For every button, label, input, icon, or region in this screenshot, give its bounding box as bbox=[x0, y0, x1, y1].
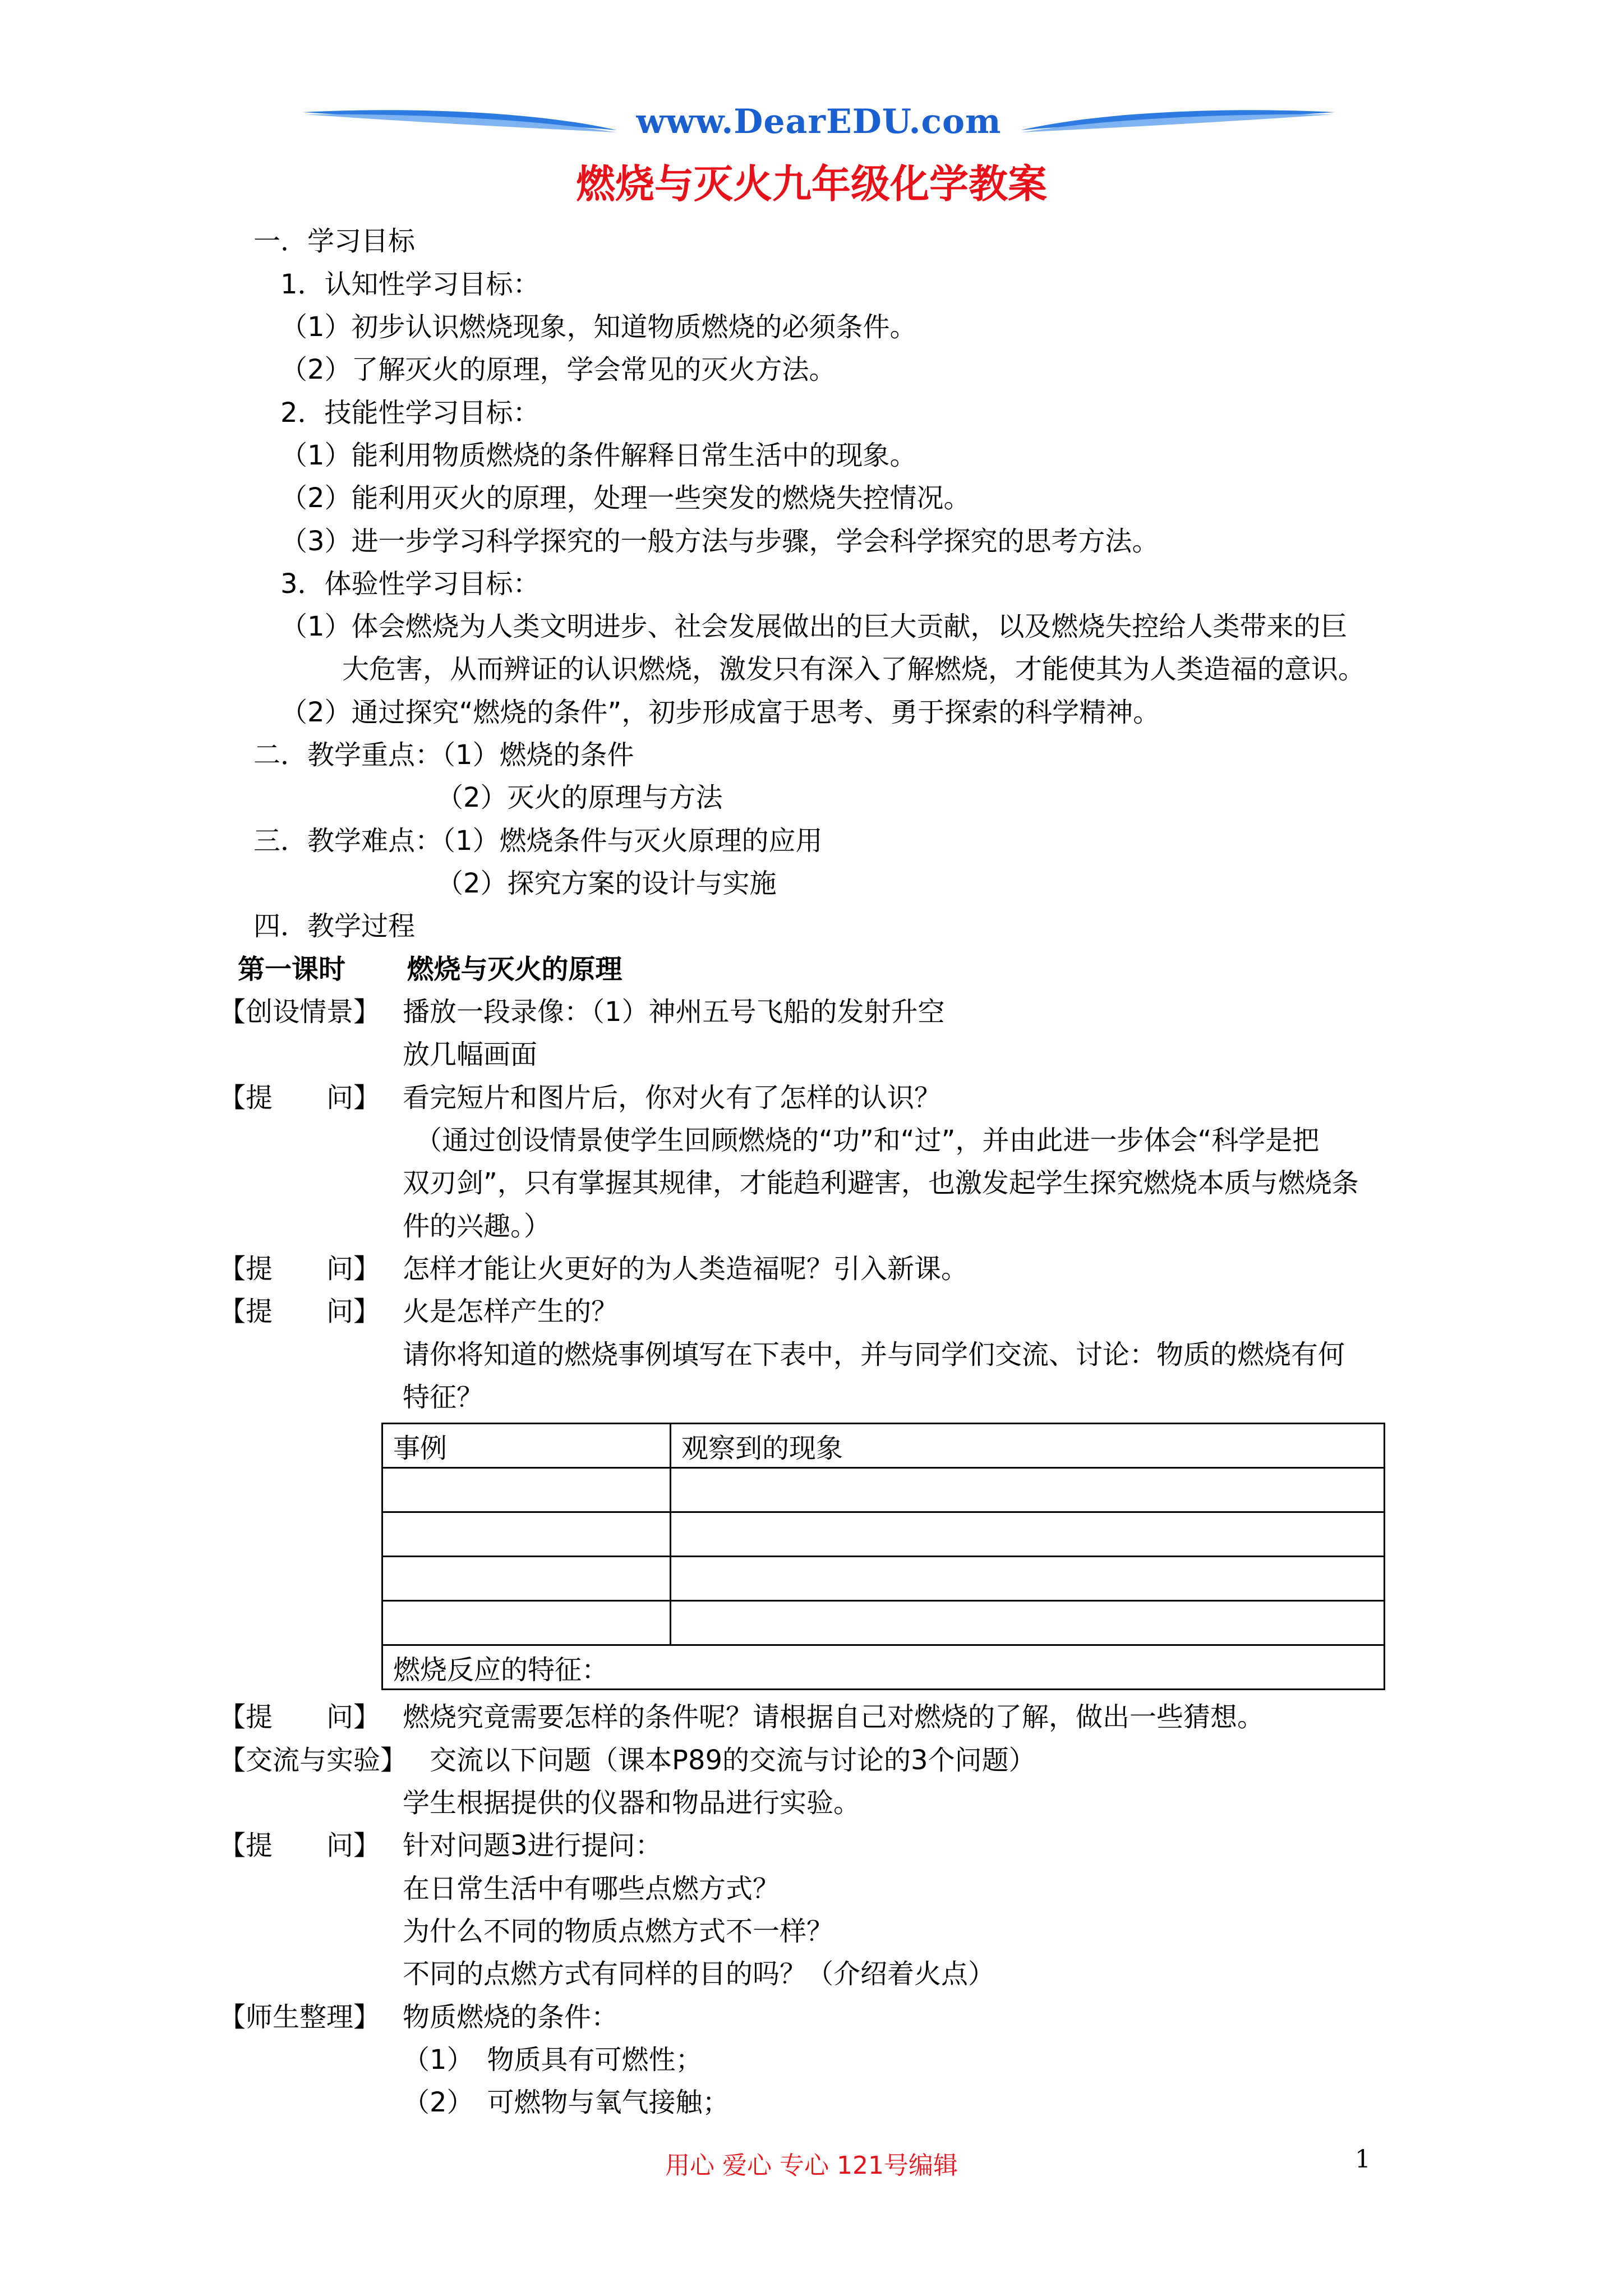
table-cell bbox=[382, 1512, 671, 1557]
table-cell bbox=[671, 1601, 1385, 1645]
lesson-heading bbox=[238, 953, 622, 986]
page-number: 1 bbox=[1355, 2145, 1371, 2174]
text-line: 不同的点燃方式有同样的目的吗？（介绍着火点） bbox=[403, 1958, 995, 1990]
table-row bbox=[382, 1468, 1385, 1512]
text-line: （2）能利用灭火的原理，处理一些突发的燃烧失控情况。 bbox=[280, 482, 971, 514]
process-label: 【提 问】 bbox=[219, 1253, 381, 1285]
section-heading: 二．教学重点：（1）燃烧的条件 bbox=[253, 739, 634, 771]
table-header-cell: 观察到的现象 bbox=[671, 1424, 1385, 1468]
table-header-cell: 事例 bbox=[382, 1424, 671, 1468]
process-label: 【提 问】 bbox=[219, 1701, 381, 1733]
text-line: 学生根据提供的仪器和物品进行实验。 bbox=[403, 1787, 861, 1819]
subheading: 1．认知性学习目标： bbox=[280, 269, 540, 300]
subheading: 2．技能性学习目标： bbox=[280, 397, 540, 429]
text-line: （1） 物质具有可燃性； bbox=[403, 2044, 703, 2076]
text-line: （2）探究方案的设计与实施 bbox=[436, 868, 777, 899]
table-header-row bbox=[382, 1424, 1385, 1468]
lesson-number: 第一课时 bbox=[238, 954, 346, 985]
text-line: 火是怎样产生的？ bbox=[403, 1296, 619, 1327]
text-line: 请你将知道的燃烧事例填写在下表中，并与同学们交流、讨论：物质的燃烧有何 bbox=[403, 1339, 1345, 1370]
text-line: 为什么不同的物质点燃方式不一样？ bbox=[403, 1916, 834, 1947]
lesson-subject: 燃烧与灭火的原理 bbox=[407, 954, 623, 985]
process-label: 【提 问】 bbox=[219, 1082, 381, 1114]
site-header bbox=[303, 90, 1335, 151]
text-line: （通过创设情景使学生回顾燃烧的“功”和“过”，并由此进一步体会“科学是把 bbox=[415, 1125, 1320, 1156]
text-line: 双刃剑”，只有掌握其规律，才能趋利避害，也激发起学生探究燃烧本质与燃烧条 bbox=[403, 1167, 1359, 1199]
text-line: （2）通过探究“燃烧的条件”，初步形成富于思考、勇于探索的科学精神。 bbox=[280, 697, 1160, 728]
text-line: （2）灭火的原理与方法 bbox=[436, 782, 723, 813]
table-row bbox=[382, 1512, 1385, 1557]
process-label: 【提 问】 bbox=[219, 1830, 381, 1861]
table-cell bbox=[382, 1557, 671, 1601]
subheading: 3．体验性学习目标： bbox=[280, 568, 540, 600]
section-heading: 一．学习目标 bbox=[253, 226, 416, 257]
text-line: （2） 可燃物与氧气接触； bbox=[403, 2087, 730, 2118]
page-title: 燃烧与灭火九年级化学教案 bbox=[576, 161, 1047, 207]
text-line: （1）体会燃烧为人类文明进步、社会发展做出的巨大贡献，以及燃烧失控给人类带来的巨 bbox=[280, 611, 1348, 642]
process-label: 【提 问】 bbox=[219, 1296, 381, 1327]
text-line: 怎样才能让火更好的为人类造福呢？引入新课。 bbox=[403, 1253, 969, 1285]
table-footer-row bbox=[382, 1645, 1385, 1690]
text-line: 看完短片和图片后，你对火有了怎样的认识？ bbox=[403, 1082, 942, 1114]
text-line: （1）初步认识燃烧现象，知道物质燃烧的必须条件。 bbox=[280, 311, 917, 343]
section-heading: 四．教学过程 bbox=[253, 910, 416, 942]
text-line: 物质燃烧的条件： bbox=[403, 2001, 619, 2033]
text-line: （1）能利用物质燃烧的条件解释日常生活中的现象。 bbox=[280, 440, 917, 471]
text-line: 交流以下问题（课本P89的交流与讨论的3个问题） bbox=[430, 1745, 1036, 1776]
table-cell bbox=[671, 1557, 1385, 1601]
text-line: 针对问题3进行提问： bbox=[403, 1830, 662, 1861]
text-line: 燃烧究竟需要怎样的条件呢？请根据自己对燃烧的了解，做出一些猜想。 bbox=[403, 1701, 1265, 1733]
text-line: 件的兴趣。） bbox=[403, 1211, 551, 1242]
text-line: 特征？ bbox=[403, 1382, 484, 1413]
text-line: 播放一段录像：（1）神州五号飞船的发射升空 bbox=[403, 996, 945, 1028]
text-line: 在日常生活中有哪些点燃方式？ bbox=[403, 1873, 780, 1904]
process-label: 【创设情景】 bbox=[219, 996, 381, 1028]
table-row bbox=[382, 1557, 1385, 1601]
table-footer-cell: 燃烧反应的特征： bbox=[382, 1645, 1385, 1690]
text-line: （2）了解灭火的原理，学会常见的灭火方法。 bbox=[280, 354, 836, 385]
table-cell bbox=[671, 1512, 1385, 1557]
table-row bbox=[382, 1601, 1385, 1645]
table-cell bbox=[382, 1601, 671, 1645]
text-line: 大危害，从而辨证的认识燃烧，激发只有深入了解燃烧，才能使其为人类造福的意识。 bbox=[342, 654, 1366, 685]
site-name: www.DearEDU.com bbox=[636, 102, 1002, 141]
text-line: （3）进一步学习科学探究的一般方法与步骤，学会科学探究的思考方法。 bbox=[280, 526, 1159, 557]
text-line: 放几幅画面 bbox=[403, 1039, 538, 1070]
process-label: 【交流与实验】 bbox=[219, 1745, 408, 1776]
section-heading: 三．教学难点：（1）燃烧条件与灭火原理的应用 bbox=[253, 825, 823, 857]
table-cell bbox=[671, 1468, 1385, 1512]
observation-table bbox=[381, 1423, 1385, 1690]
page-footer: 用心 爱心 专心 121号编辑 bbox=[665, 2151, 958, 2180]
process-label: 【师生整理】 bbox=[219, 2001, 381, 2033]
table-cell bbox=[382, 1468, 671, 1512]
